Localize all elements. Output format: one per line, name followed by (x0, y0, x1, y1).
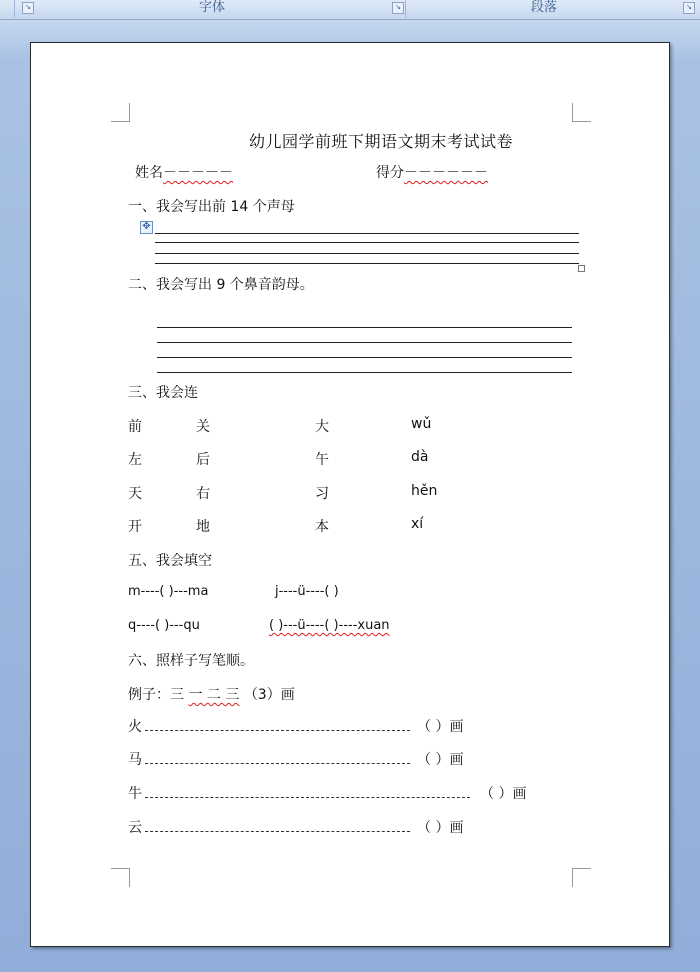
match-cell: 左 (128, 452, 142, 468)
margin-corner-mark (111, 103, 130, 122)
table-move-icon[interactable]: ✥ (140, 221, 153, 234)
example-count: （3）画 (243, 687, 295, 703)
match-cell: 前 (128, 419, 142, 435)
stroke-char: 火 (128, 719, 142, 735)
example-line (128, 684, 295, 704)
answer-line (157, 327, 572, 328)
question-3: 三、我会连 (128, 385, 198, 401)
match-pinyin: dà (411, 449, 429, 465)
font-dialog-launcher-icon[interactable]: ↘ (392, 2, 404, 14)
name-label: 姓名 (135, 165, 163, 181)
question-5: 五、我会填空 (128, 553, 212, 569)
example-prefix: 例子：三 (128, 687, 184, 703)
answer-line (157, 357, 572, 358)
score-blank: －－－－－－ (404, 165, 488, 181)
name-blank: －－－－－ (163, 165, 233, 181)
match-pinyin: xí (411, 516, 424, 532)
answer-line (157, 342, 572, 343)
stroke-count: （ ）画 (417, 820, 464, 836)
ribbon-separator (14, 0, 15, 18)
document-title: 幼儿园学前班下期语文期末考试试卷 (249, 132, 514, 151)
answer-line (157, 372, 572, 373)
name-field (135, 162, 233, 182)
answer-line (155, 233, 579, 234)
stroke-char: 马 (128, 752, 142, 768)
dotted-leader (145, 796, 470, 798)
match-pinyin: hěn (411, 483, 438, 499)
stroke-char: 云 (128, 820, 142, 836)
match-cell: 开 (128, 519, 142, 535)
example-strokes: 一 二 三 (188, 687, 240, 703)
paragraph-dialog-launcher-icon[interactable]: ↘ (683, 2, 695, 14)
stroke-count: （ ）画 (417, 719, 464, 735)
stroke-count: （ ）画 (417, 752, 464, 768)
margin-corner-mark (572, 103, 591, 122)
answer-line (155, 242, 579, 243)
question-1: 一、我会写出前 14 个声母 (128, 199, 295, 215)
question-6: 六、照样子写笔顺。 (128, 653, 254, 669)
margin-corner-mark (111, 868, 130, 887)
stroke-char: 牛 (128, 786, 142, 802)
match-cell: 地 (196, 519, 210, 535)
match-cell: 关 (196, 419, 210, 435)
ribbon-group-font[interactable]: 字体 (198, 0, 225, 15)
fill-item: q----( )---qu (128, 618, 200, 633)
match-cell: 本 (315, 519, 329, 535)
question-2: 二、我会写出 9 个鼻音韵母。 (128, 277, 314, 293)
stroke-count: （ ）画 (480, 786, 527, 802)
match-cell: 大 (315, 419, 329, 435)
fill-item: j----ü----( ) (275, 584, 339, 599)
score-field (376, 162, 488, 182)
dotted-leader (145, 729, 410, 731)
fill-item: ( )---ü----( )----xuan (269, 618, 390, 633)
dotted-leader (145, 830, 410, 832)
ribbon-group-paragraph[interactable]: 段落 (530, 0, 557, 15)
match-cell: 午 (315, 452, 329, 468)
dotted-leader (145, 762, 410, 764)
ribbon-bar (0, 0, 700, 20)
match-cell: 天 (128, 486, 142, 502)
table-resize-handle[interactable] (578, 265, 585, 272)
match-cell: 右 (196, 486, 210, 502)
match-cell: 习 (315, 486, 329, 502)
match-pinyin: wǔ (411, 416, 432, 432)
fill-item: m----( )---ma (128, 584, 209, 599)
answer-line (155, 263, 579, 264)
margin-corner-mark (572, 868, 591, 887)
match-cell: 后 (196, 452, 210, 468)
score-label: 得分 (376, 165, 404, 181)
ribbon-separator (405, 0, 406, 18)
answer-line (155, 253, 579, 254)
document-page[interactable] (30, 42, 670, 947)
dialog-launcher-icon[interactable]: ↘ (22, 2, 34, 14)
